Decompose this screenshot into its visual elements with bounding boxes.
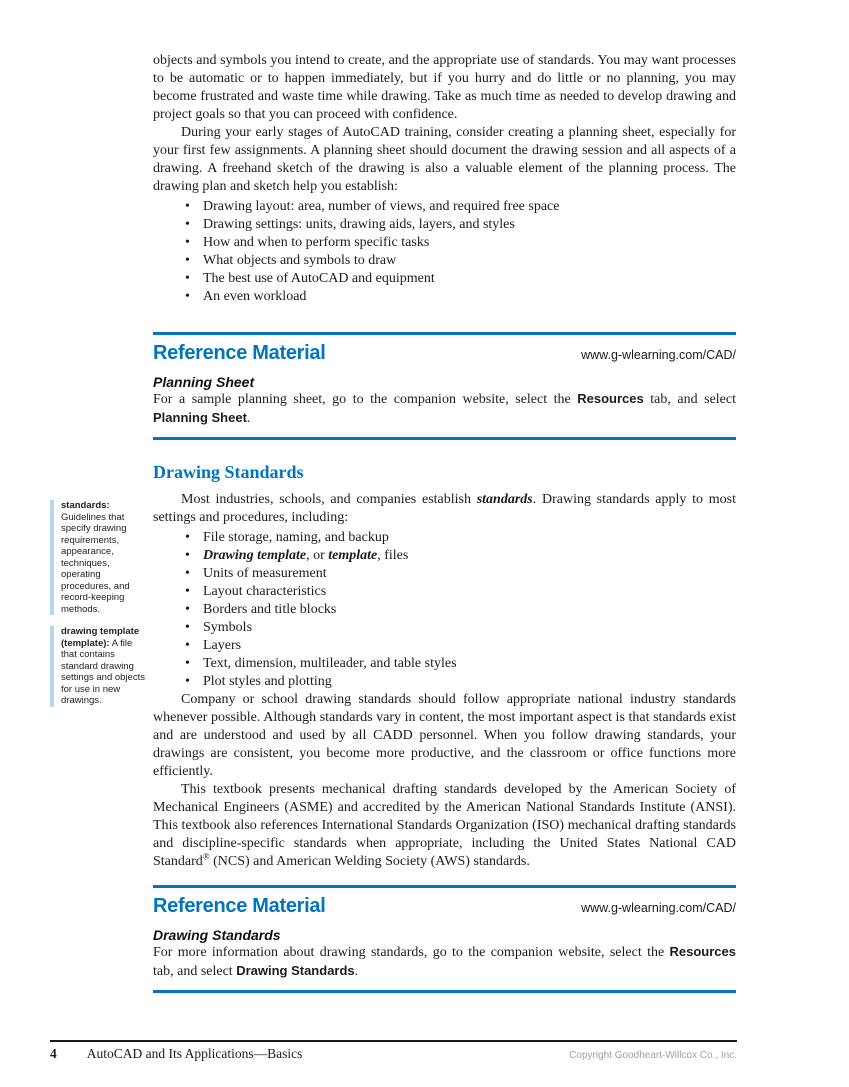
bullet-item: • Borders and title blocks xyxy=(183,601,736,619)
blue-rule-top xyxy=(153,332,736,335)
bullet-item: • Symbols xyxy=(183,619,736,637)
page-number: 4 xyxy=(50,1046,57,1061)
ui-term-planning-sheet: Planning Sheet xyxy=(153,410,247,425)
reference-body-text: tab, and select xyxy=(153,964,237,979)
reference-body-text: . xyxy=(354,964,359,979)
bullet-item: • An even workload xyxy=(183,288,736,306)
margin-note-definition: Guidelines that specify drawing requirements, appearance, techniques, operating procedures, and record-keeping methods. xyxy=(61,511,130,615)
bullet-item: • Plot styles and plotting xyxy=(183,673,736,691)
ui-term-drawing-standards: Drawing Standards xyxy=(236,963,355,978)
reference-subheading: Planning Sheet xyxy=(153,374,255,390)
section-paragraph-3 xyxy=(153,781,736,871)
section-paragraph-2: Company or school drawing standards should follow appropriate national industry standards whenever possible. Although standards vary in content, the most important aspect is that standards exist and are understood and used by all CADD personnel. When you follow drawing standards, your drawings are consistent, you become more productive, and the classroom or office functions more efficiently. xyxy=(153,692,736,779)
margin-note-definition: A file that contains standard drawing settings and objects for use in new drawings. xyxy=(61,637,145,706)
bullet-item: • Text, dimension, multileader, and table styles xyxy=(183,655,736,673)
margin-note-term: drawing template (template): xyxy=(61,626,140,649)
reference-body-text: tab, and select xyxy=(643,392,736,407)
bullet-item: • What objects and symbols to draw xyxy=(183,252,736,270)
bullet-item: • Layout characteristics xyxy=(183,583,736,601)
bullet-item: • Drawing layout: area, number of views, and required free space xyxy=(183,198,736,216)
margin-note-term: standards: xyxy=(61,500,110,511)
section-p3-text: (NCS) and American Welding Society (AWS) standards. xyxy=(209,854,530,869)
reference-subheading: Drawing Standards xyxy=(153,927,281,943)
term-template: template xyxy=(328,548,378,563)
intro-paragraph-1: objects and symbols you intend to create, and the appropriate use of standards. You may want processes to be automatic or to happen immediately, but if you hurry and do little or no planning, you may become frustrated and waste time while drawing. Take as much time as needed to develop drawing and project goals so that you can proceed with confidence. xyxy=(153,53,736,122)
reference-body xyxy=(153,390,736,428)
registered-mark: ® xyxy=(202,851,210,862)
reference-material-block-1 xyxy=(153,332,736,440)
main-text-column xyxy=(153,52,736,993)
bullet-item xyxy=(183,547,736,565)
bullet-item: • File storage, naming, and backup xyxy=(183,529,736,547)
footer-rule xyxy=(50,1040,737,1042)
reference-material-block-2 xyxy=(153,885,736,993)
section-p1-text: . Drawing standards apply to most settings and procedures, including: xyxy=(153,492,736,525)
bullet-text: , files xyxy=(377,548,409,563)
ui-term-resources: Resources xyxy=(577,391,644,406)
section-p3-text: This textbook presents mechanical drafting standards developed by the American Society of Mechanical Engineers (ASME) and accredited by the American National Standards Institute (ANSI). This textbook also references International Standards Organization (ISO) mechanical drafting standards and discipline-specific standards when appropriate, including the United States National CAD Standard xyxy=(153,782,736,869)
margin-note-text xyxy=(50,626,146,707)
blue-rule-bottom xyxy=(153,437,736,440)
reference-url: www.g-wlearning.com/CAD/ xyxy=(581,901,736,915)
blue-rule-bottom xyxy=(153,990,736,993)
page-footer xyxy=(50,1046,737,1062)
bullet-item: • Units of measurement xyxy=(183,565,736,583)
reference-material-heading: Reference Material xyxy=(153,895,326,917)
term-drawing-template: Drawing template xyxy=(203,548,307,563)
bullet-item: • Drawing settings: units, drawing aids, layers, and styles xyxy=(183,216,736,234)
intro-bullet-list xyxy=(153,198,736,306)
margin-note-standards xyxy=(50,500,146,615)
reference-material-heading: Reference Material xyxy=(153,342,326,364)
intro-paragraph-2: During your early stages of AutoCAD training, consider creating a planning sheet, especially for your first few assignments. A planning sheet should document the drawing session and all aspects of a drawing. A freehand sketch of the drawing is also a valuable element of the planning process. The drawing plan and sketch help you establish: xyxy=(153,125,736,194)
section-heading-drawing-standards: Drawing Standards xyxy=(153,462,304,482)
reference-heading-row xyxy=(153,342,736,365)
margin-note-text xyxy=(50,500,146,615)
bullet-text: , or xyxy=(306,548,329,563)
reference-url: www.g-wlearning.com/CAD/ xyxy=(581,348,736,362)
reference-body-text: For a sample planning sheet, go to the companion website, select the xyxy=(153,392,578,407)
bullet-item: • The best use of AutoCAD and equipment xyxy=(183,270,736,288)
standards-bullet-list xyxy=(153,529,736,691)
reference-body-text: . xyxy=(246,411,251,426)
footer-book-title: AutoCAD and Its Applications—Basics xyxy=(86,1046,303,1061)
reference-body-text: For more information about drawing standards, go to the companion website, select the xyxy=(153,945,670,960)
blue-rule-top xyxy=(153,885,736,888)
footer-copyright: Copyright Goodheart-Willcox Co., Inc. xyxy=(569,1050,737,1061)
bullet-item: • How and when to perform specific tasks xyxy=(183,234,736,252)
term-standards: standards xyxy=(476,492,533,507)
section-paragraph-1 xyxy=(153,491,736,527)
margin-note-drawing-template xyxy=(50,626,146,707)
ui-term-resources: Resources xyxy=(669,944,736,959)
reference-heading-row xyxy=(153,895,736,918)
reference-body xyxy=(153,943,736,981)
section-p1-text: Most industries, schools, and companies establish xyxy=(181,492,477,507)
bullet-item: • Layers xyxy=(183,637,736,655)
